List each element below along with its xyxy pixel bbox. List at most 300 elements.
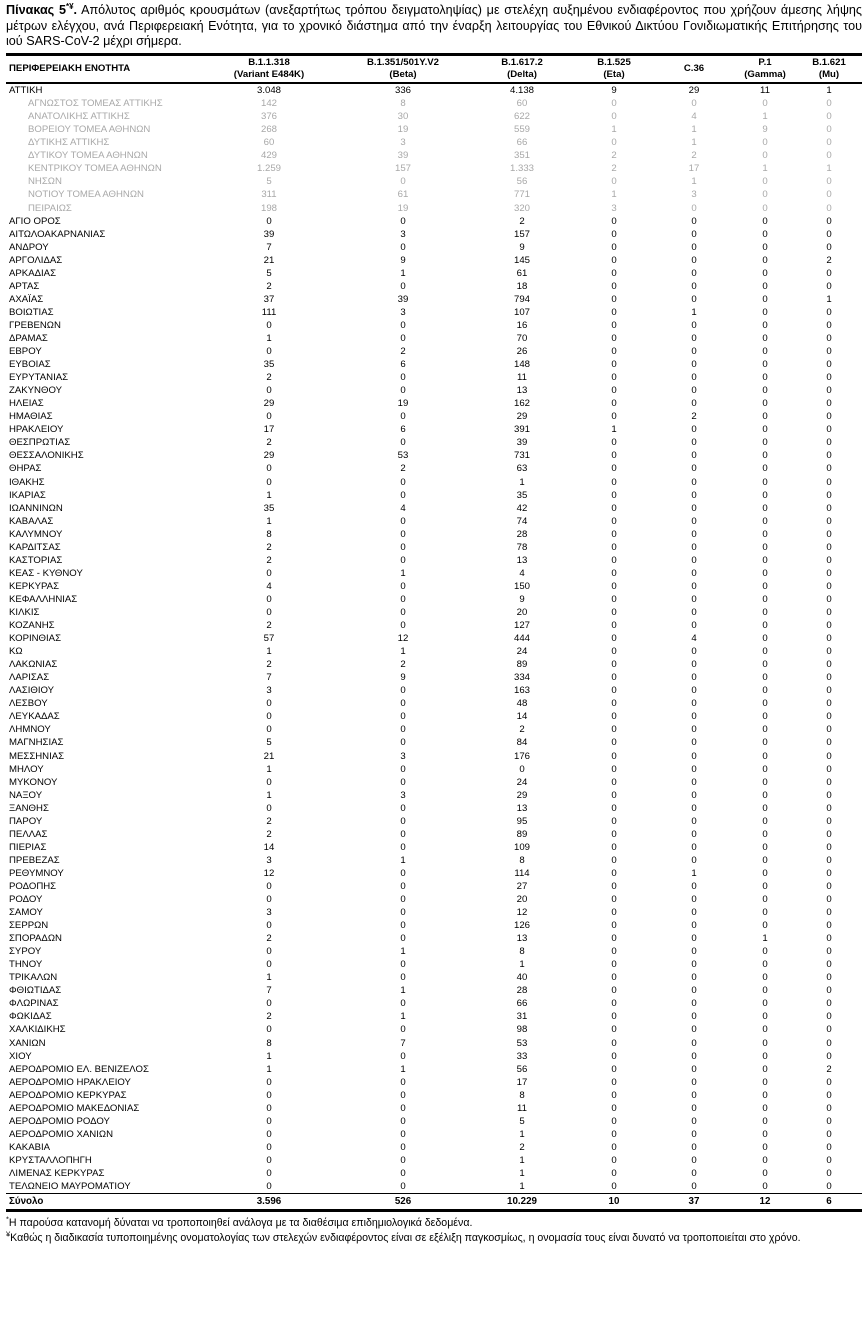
value-cell: 0 — [826, 580, 832, 592]
value-cell: 0 — [762, 776, 768, 788]
value-cell: 19 — [397, 202, 409, 214]
header-variant-code: B.1.617.2 — [501, 57, 543, 69]
footnote-2-marker: ¥ — [6, 1229, 11, 1239]
value-cell: 29 — [263, 398, 275, 410]
value-cell: 0 — [762, 1168, 768, 1179]
table-row — [6, 710, 862, 723]
value-cell: 0 — [826, 854, 832, 866]
value-cell: 0 — [826, 620, 832, 632]
value-cell: 0 — [762, 920, 768, 932]
value-cell: 0 — [762, 228, 768, 240]
value-cell: 0 — [611, 580, 617, 592]
value-cell: 1 — [400, 1063, 406, 1075]
value-cell: 0 — [611, 372, 617, 384]
region-label: ΚΩ — [9, 646, 23, 658]
value-cell: 0 — [266, 946, 272, 958]
value-cell: 0 — [691, 907, 697, 919]
table-row — [6, 684, 862, 697]
value-cell: 0 — [826, 359, 832, 371]
value-cell: 0 — [691, 280, 697, 292]
value-cell: 0 — [826, 698, 832, 710]
region-label: ΛΗΜΝΟΥ — [9, 724, 51, 736]
value-cell: 0 — [762, 633, 768, 645]
region-label: ΛΙΜΕΝΑΣ ΚΕΡΚΥΡΑΣ — [9, 1168, 105, 1179]
value-cell: 1 — [266, 489, 272, 501]
value-cell: 0 — [611, 385, 617, 397]
value-cell: 157 — [394, 163, 411, 175]
value-cell: 89 — [516, 659, 528, 671]
value-cell: 198 — [260, 202, 277, 214]
value-cell: 0 — [826, 894, 832, 906]
value-cell: 39 — [263, 228, 275, 240]
value-cell: 0 — [400, 802, 406, 814]
value-cell: 0 — [266, 1141, 272, 1153]
value-cell: 0 — [400, 894, 406, 906]
value-cell: 31 — [516, 1011, 528, 1023]
value-cell: 0 — [826, 802, 832, 814]
table-row — [6, 489, 862, 502]
value-cell: 0 — [826, 202, 832, 214]
header-variant-code: P.1 — [758, 57, 772, 69]
region-label: ΣΕΡΡΩΝ — [9, 920, 49, 932]
value-cell: 0 — [762, 946, 768, 958]
value-cell: 1 — [519, 1128, 525, 1140]
value-cell: 0 — [400, 385, 406, 397]
value-cell: 53 — [397, 450, 409, 462]
value-cell: 0 — [266, 698, 272, 710]
table-row — [6, 319, 862, 332]
value-cell: 0 — [691, 894, 697, 906]
region-label: ΑΕΡΟΔΡΟΜΙΟ ΗΡΑΚΛΕΙΟΥ — [9, 1076, 131, 1088]
value-cell: 8 — [519, 854, 525, 866]
table-row — [6, 1115, 862, 1128]
value-cell: 0 — [266, 920, 272, 932]
value-cell: 0 — [611, 137, 617, 149]
value-cell: 0 — [826, 907, 832, 919]
value-cell: 0 — [826, 959, 832, 971]
value-cell: 14 — [263, 841, 275, 853]
value-cell: 39 — [397, 150, 409, 162]
value-cell: 0 — [762, 998, 768, 1010]
value-cell: 0 — [762, 698, 768, 710]
table-row — [6, 919, 862, 932]
value-cell: 0 — [762, 828, 768, 840]
value-cell: 0 — [762, 894, 768, 906]
value-cell: 0 — [826, 633, 832, 645]
value-cell: 2 — [826, 254, 832, 266]
region-label: ΤΗΝΟΥ — [9, 959, 43, 971]
value-cell: 0 — [266, 1154, 272, 1166]
value-cell: 0 — [611, 333, 617, 344]
value-cell: 0 — [762, 672, 768, 684]
value-cell: 29 — [516, 411, 528, 423]
value-cell: 2 — [611, 163, 617, 175]
value-cell: 1.333 — [509, 163, 534, 175]
value-cell: 0 — [826, 659, 832, 671]
value-cell: 20 — [516, 606, 528, 618]
value-cell: 0 — [400, 724, 406, 736]
value-cell: 0 — [611, 972, 617, 984]
value-cell: 0 — [826, 1154, 832, 1166]
value-cell: 0 — [691, 698, 697, 710]
value-cell: 35 — [263, 359, 275, 371]
header-variant-name: (Beta) — [389, 68, 417, 80]
header-variant-name: (Delta) — [507, 68, 537, 80]
table-row — [6, 528, 862, 541]
value-cell: 0 — [400, 176, 406, 188]
value-cell: 0 — [826, 554, 832, 566]
value-cell: 1 — [611, 424, 617, 436]
region-label: ΝΗΣΩΝ — [28, 176, 62, 188]
value-cell: 148 — [513, 359, 530, 371]
value-cell: 0 — [611, 672, 617, 684]
value-cell: 1 — [691, 306, 697, 318]
value-cell: 0 — [611, 280, 617, 292]
value-cell: 142 — [260, 98, 277, 110]
value-cell: 126 — [513, 920, 530, 932]
value-cell: 0 — [400, 593, 406, 605]
value-cell: 0 — [611, 959, 617, 971]
value-cell: 24 — [516, 776, 528, 788]
value-cell: 0 — [266, 959, 272, 971]
value-cell: 98 — [516, 1024, 528, 1036]
value-cell: 0 — [266, 802, 272, 814]
value-cell: 8 — [519, 946, 525, 958]
value-cell: 2 — [826, 1063, 832, 1075]
value-cell: 24 — [516, 646, 528, 658]
value-cell: 2 — [266, 620, 272, 632]
value-cell: 0 — [611, 437, 617, 449]
value-cell: 0 — [762, 176, 768, 188]
value-cell: 0 — [762, 1037, 768, 1049]
value-cell: 0 — [611, 463, 617, 475]
value-cell: 0 — [691, 215, 697, 227]
value-cell: 0 — [400, 1050, 406, 1062]
table-row — [6, 567, 862, 580]
value-cell: 0 — [691, 880, 697, 892]
value-cell: 0 — [611, 1089, 617, 1101]
value-cell: 0 — [691, 593, 697, 605]
region-label: ΘΕΣΣΑΛΟΝΙΚΗΣ — [9, 450, 84, 462]
value-cell: 0 — [826, 489, 832, 501]
region-label: ΧΙΟΥ — [9, 1050, 32, 1062]
value-cell: 0 — [826, 841, 832, 853]
region-label: ΑΡΤΑΣ — [9, 280, 40, 292]
value-cell: 12 — [397, 633, 409, 645]
region-label: ΠΑΡΟΥ — [9, 815, 43, 827]
table-row — [6, 1023, 862, 1036]
value-cell: 16 — [516, 319, 528, 331]
value-cell: 0 — [762, 202, 768, 214]
footnote-2-text: Καθώς η διαδικασία τυποποιημένης ονοματολογίας των στελεχών ενδιαφέροντος είναι σε εξέλιξη παγκοσμίως, η ονομασία τους είναι δυνατό να τροποποιείται στο χρόνο. — [10, 1232, 801, 1245]
value-cell: 0 — [762, 737, 768, 749]
value-cell: 0 — [826, 372, 832, 384]
value-cell: 0 — [400, 828, 406, 840]
table-row — [6, 123, 862, 136]
value-cell: 0 — [826, 750, 832, 762]
value-cell: 0 — [762, 867, 768, 879]
region-label: ΤΕΛΩΝΕΙΟ ΜΑΥΡΟΜΑΤΙΟΥ — [9, 1181, 131, 1193]
value-cell: 28 — [516, 528, 528, 540]
value-cell: 0 — [826, 137, 832, 149]
value-cell: 0 — [400, 711, 406, 723]
value-cell: 0 — [826, 1168, 832, 1179]
value-cell: 0 — [691, 346, 697, 358]
table-row — [6, 697, 862, 710]
header-variant-name: (Mu) — [818, 68, 840, 80]
value-cell: 0 — [762, 359, 768, 371]
value-cell: 0 — [762, 1050, 768, 1062]
value-cell: 0 — [611, 1011, 617, 1023]
value-cell: 11 — [517, 1102, 527, 1114]
value-cell: 11 — [760, 85, 770, 97]
region-label: ΧΑΛΚΙΔΙΚΗΣ — [9, 1024, 66, 1036]
variants-table — [6, 53, 862, 1212]
value-cell: 0 — [826, 711, 832, 723]
value-cell: 0 — [691, 241, 697, 253]
value-cell: 0 — [691, 841, 697, 853]
value-cell: 1 — [519, 476, 525, 488]
value-cell: 0 — [826, 333, 832, 344]
value-cell: 0 — [691, 828, 697, 840]
value-cell: 0 — [762, 1024, 768, 1036]
table-row — [6, 358, 862, 371]
value-cell: 0 — [826, 972, 832, 984]
value-cell: 2 — [400, 659, 406, 671]
table-row — [6, 593, 862, 606]
value-cell: 0 — [611, 450, 617, 462]
value-cell: 0 — [611, 306, 617, 318]
value-cell: 0 — [762, 306, 768, 318]
table-row — [6, 632, 862, 645]
value-cell: 1 — [266, 515, 272, 527]
value-cell: 0 — [691, 489, 697, 501]
value-cell: 0 — [691, 711, 697, 723]
value-cell: 60 — [516, 98, 528, 110]
value-cell: 0 — [826, 424, 832, 436]
value-cell: 163 — [513, 685, 530, 697]
value-cell: 0 — [691, 528, 697, 540]
value-cell: 0 — [826, 528, 832, 540]
value-cell: 8 — [400, 98, 406, 110]
table-row — [6, 932, 862, 945]
region-label: ΚΕΝΤΡΙΚΟΥ ΤΟΜΕΑ ΑΘΗΝΩΝ — [28, 163, 162, 175]
value-cell: 0 — [400, 1154, 406, 1166]
region-label: ΚΕΦΑΛΛΗΝΙΑΣ — [9, 593, 78, 605]
value-cell: 0 — [762, 476, 768, 488]
value-cell: 0 — [611, 528, 617, 540]
value-cell: 0 — [691, 293, 697, 305]
value-cell: 0 — [691, 920, 697, 932]
value-cell: 0 — [826, 280, 832, 292]
region-label: ΑΕΡΟΔΡΟΜΙΟ ΕΛ. ΒΕΝΙΖΕΛΟΣ — [9, 1063, 149, 1075]
value-cell: 0 — [611, 1076, 617, 1088]
region-label: ΣΥΡΟΥ — [9, 946, 42, 958]
value-cell: 0 — [266, 1115, 272, 1127]
value-cell: 0 — [611, 907, 617, 919]
value-cell: 3 — [611, 202, 617, 214]
value-cell: 95 — [516, 815, 528, 827]
value-cell: 0 — [826, 1037, 832, 1049]
value-cell: 1 — [611, 124, 617, 136]
value-cell: 19 — [397, 124, 409, 136]
region-label: ΒΟΙΩΤΙΑΣ — [9, 306, 54, 318]
table-row — [6, 789, 862, 802]
value-cell: 0 — [762, 880, 768, 892]
value-cell: 268 — [260, 124, 277, 136]
value-cell: 0 — [611, 933, 617, 945]
value-cell: 56 — [516, 1063, 528, 1075]
table-row — [6, 893, 862, 906]
value-cell: 334 — [513, 672, 530, 684]
value-cell: 0 — [826, 920, 832, 932]
value-cell: 0 — [611, 1128, 617, 1140]
value-cell: 0 — [826, 319, 832, 331]
region-label: ΘΗΡΑΣ — [9, 463, 42, 475]
value-cell: 0 — [400, 907, 406, 919]
table-row — [6, 515, 862, 528]
value-cell: 0 — [611, 398, 617, 410]
value-cell: 2 — [400, 463, 406, 475]
value-cell: 0 — [826, 1128, 832, 1140]
value-cell: 0 — [691, 1089, 697, 1101]
value-cell: 0 — [826, 567, 832, 579]
header-p1 — [734, 55, 796, 84]
table-row — [6, 1063, 862, 1076]
region-label: ΣΠΟΡΑΔΩΝ — [9, 933, 62, 945]
value-cell: 0 — [691, 750, 697, 762]
value-cell: 1 — [400, 946, 406, 958]
value-cell: 0 — [266, 776, 272, 788]
value-cell: 0 — [762, 280, 768, 292]
value-cell: 13 — [516, 933, 528, 945]
table-row — [6, 750, 862, 763]
table-row — [6, 175, 862, 188]
value-cell: 107 — [513, 306, 530, 318]
value-cell: 0 — [762, 1141, 768, 1153]
table-row — [6, 254, 862, 267]
value-cell: 0 — [826, 985, 832, 997]
value-cell: 0 — [400, 1168, 406, 1179]
value-cell: 0 — [266, 880, 272, 892]
value-cell: 2 — [519, 215, 525, 227]
value-cell: 40 — [516, 972, 528, 984]
value-cell: 0 — [611, 802, 617, 814]
value-cell: 1 — [400, 267, 406, 279]
value-cell: 0 — [826, 828, 832, 840]
value-cell: 0 — [762, 724, 768, 736]
value-cell: 0 — [826, 1102, 832, 1114]
value-cell: 0 — [762, 437, 768, 449]
region-label: ΑΝΔΡΟΥ — [9, 241, 49, 253]
value-cell: 0 — [691, 515, 697, 527]
value-cell: 0 — [691, 254, 697, 266]
value-cell: 0 — [762, 515, 768, 527]
value-cell: 0 — [826, 724, 832, 736]
value-cell: 1 — [762, 111, 768, 123]
total-value: 10.229 — [507, 1196, 537, 1208]
table-row — [6, 606, 862, 619]
value-cell: 0 — [691, 815, 697, 827]
table-row — [6, 906, 862, 919]
value-cell: 0 — [691, 228, 697, 240]
value-cell: 0 — [400, 880, 406, 892]
value-cell: 0 — [400, 1089, 406, 1101]
value-cell: 0 — [826, 946, 832, 958]
value-cell: 0 — [400, 215, 406, 227]
value-cell: 0 — [266, 1089, 272, 1101]
value-cell: 1 — [519, 1168, 525, 1179]
value-cell: 0 — [611, 724, 617, 736]
value-cell: 0 — [762, 385, 768, 397]
header-b1525 — [574, 55, 654, 84]
value-cell: 0 — [762, 137, 768, 149]
value-cell: 2 — [519, 1141, 525, 1153]
table-row — [6, 476, 862, 489]
value-cell: 1 — [266, 972, 272, 984]
region-label: ΞΑΝΘΗΣ — [9, 802, 49, 814]
value-cell: 0 — [611, 737, 617, 749]
value-cell: 0 — [826, 685, 832, 697]
value-cell: 9 — [400, 254, 406, 266]
value-cell: 0 — [691, 606, 697, 618]
value-cell: 0 — [611, 698, 617, 710]
value-cell: 18 — [516, 280, 528, 292]
region-label: ΗΛΕΙΑΣ — [9, 398, 44, 410]
value-cell: 11 — [517, 372, 527, 384]
value-cell: 9 — [519, 593, 525, 605]
value-cell: 0 — [611, 646, 617, 658]
value-cell: 0 — [826, 672, 832, 684]
header-variant-code: B.1.525 — [597, 57, 631, 69]
value-cell: 0 — [400, 1141, 406, 1153]
table-row — [6, 1180, 862, 1194]
value-cell: 0 — [691, 972, 697, 984]
value-cell: 111 — [261, 306, 277, 318]
value-cell: 6 — [400, 359, 406, 371]
region-label: ΕΥΡΥΤΑΝΙΑΣ — [9, 372, 69, 384]
value-cell: 0 — [762, 1063, 768, 1075]
value-cell: 622 — [513, 111, 530, 123]
value-cell: 0 — [826, 476, 832, 488]
value-cell: 0 — [762, 907, 768, 919]
value-cell: 21 — [263, 254, 275, 266]
value-cell: 0 — [611, 476, 617, 488]
region-label: ΚΑΛΥΜΝΟΥ — [9, 528, 63, 540]
value-cell: 2 — [691, 150, 697, 162]
table-row — [6, 828, 862, 841]
header-b11318 — [202, 55, 336, 84]
value-cell: 0 — [400, 841, 406, 853]
value-cell: 21 — [263, 750, 275, 762]
value-cell: 0 — [400, 372, 406, 384]
value-cell: 4 — [691, 633, 697, 645]
region-label: ΑΡΚΑΔΙΑΣ — [9, 267, 56, 279]
value-cell: 1 — [691, 137, 697, 149]
value-cell: 19 — [397, 398, 409, 410]
value-cell: 0 — [400, 1076, 406, 1088]
value-cell: 4 — [519, 567, 525, 579]
value-cell: 0 — [762, 841, 768, 853]
table-row — [6, 188, 862, 201]
value-cell: 0 — [611, 267, 617, 279]
value-cell: 0 — [611, 111, 617, 123]
value-cell: 0 — [400, 280, 406, 292]
table-body — [6, 83, 862, 1193]
value-cell: 0 — [762, 189, 768, 201]
region-label: ΣΑΜΟΥ — [9, 907, 43, 919]
region-label: ΛΕΥΚΑΔΑΣ — [9, 711, 60, 723]
